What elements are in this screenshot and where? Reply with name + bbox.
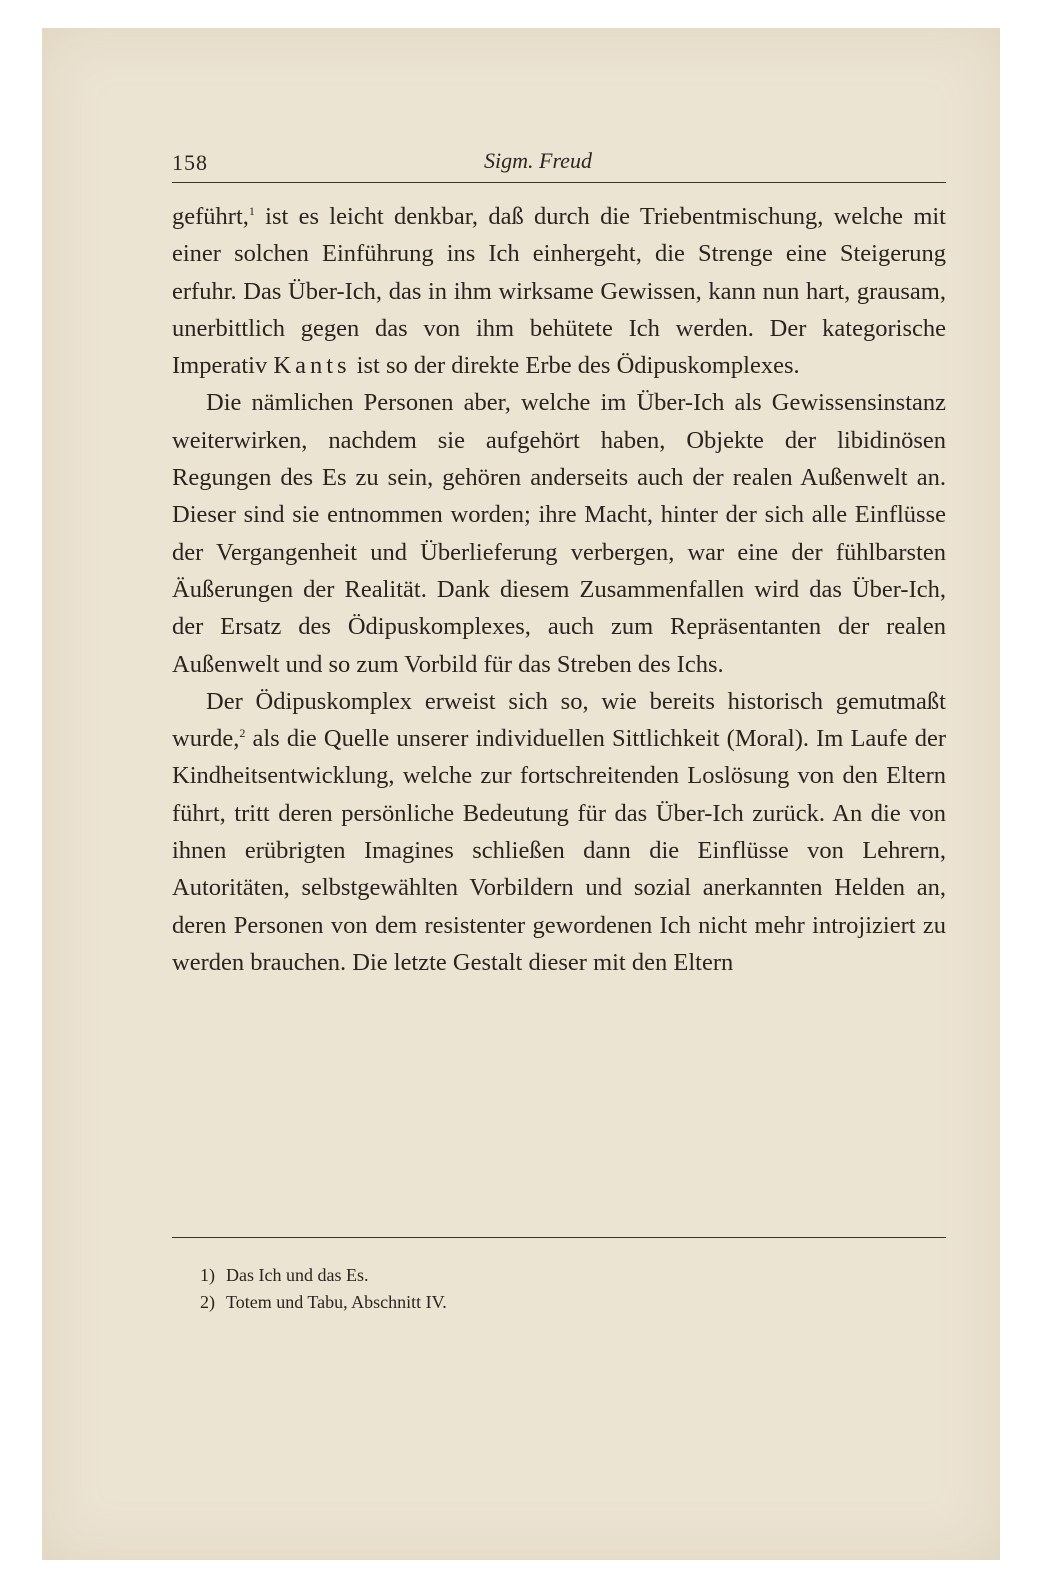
paragraph: [172, 198, 946, 384]
footnotes: [200, 1262, 447, 1316]
text-segment: Der Ödipuskomplex erweist sich so, wie bereits historisch gemutmaßt wurde,: [172, 687, 946, 753]
text-segment: ist so der direkte Erbe des Ödipuskomplexes.: [350, 352, 800, 380]
emphasized-name: Kants: [273, 352, 351, 380]
text-segment: als die Quelle unserer individuellen Sittlichkeit (Moral). Im Laufe der Kindheitsentwicklung, welche zur fortschreitenden Loslösung von den Eltern führt, tritt deren persönliche Bedeutung für das Über-Ich zurück. An die von ihnen erübrigten Imagines schließen dann die Einflüsse von Lehrern, Autoritäten, selbstgewählten Vorbildern und sozial anerkannten Helden an, deren Personen von dem resistenter gewordenen Ich nicht mehr introjiziert zu werden brauchen. Die letzte Gestalt dieser mit den Eltern: [172, 725, 946, 976]
footnote-text: Totem und Tabu, Abschnitt IV.: [226, 1292, 447, 1312]
paragraph: [172, 384, 946, 682]
footnote-ref: 2: [239, 726, 246, 741]
footnote-divider: [172, 1237, 946, 1238]
body-text: [172, 198, 946, 981]
text-segment: geführt,: [172, 203, 249, 230]
footnote-number: 2): [200, 1292, 215, 1312]
footnote-text: Das Ich und das Es.: [226, 1265, 369, 1285]
page-number: 158: [172, 150, 208, 175]
footnote-number: 1): [200, 1265, 215, 1285]
footnote-ref: 1: [248, 204, 255, 218]
footnote: [200, 1262, 447, 1289]
text-segment: Die nämlichen Personen aber, welche im Über-Ich als Gewissensinstanz weiterwirken, nachdem sie aufgehört haben, Objekte der libidinösen Regungen des Es zu sein, gehören anderseits auch der realen Außenwelt an. Dieser sind sie entnommen worden; ihre Macht, hinter der sich alle Einflüsse der Vergangenheit und Überlieferung verbergen, war eine der fühlbarsten Äußerungen der Realität. Dank diesem Zusammenfallen wird das Über-Ich, der Ersatz des Ödipuskomplexes, auch zum Repräsentanten der realen Außenwelt und so zum Vorbild für das Streben des Ichs.: [172, 389, 946, 678]
page-header: [172, 148, 946, 183]
footnote: [200, 1289, 447, 1316]
paragraph: [172, 683, 946, 981]
text-segment: ist es leicht denkbar, daß durch die Triebentmischung, welche mit einer solchen Einführung ins Ich einhergeht, die Strenge eine Steigerung erfuhr. Das Über-Ich, das in ihm wirksame Gewissen, kann nun hart, grausam, unerbittlich gegen das von ihm behütete Ich werden. Der kategorische Imperativ: [172, 203, 946, 380]
running-head: Sigm. Freud: [484, 148, 592, 173]
